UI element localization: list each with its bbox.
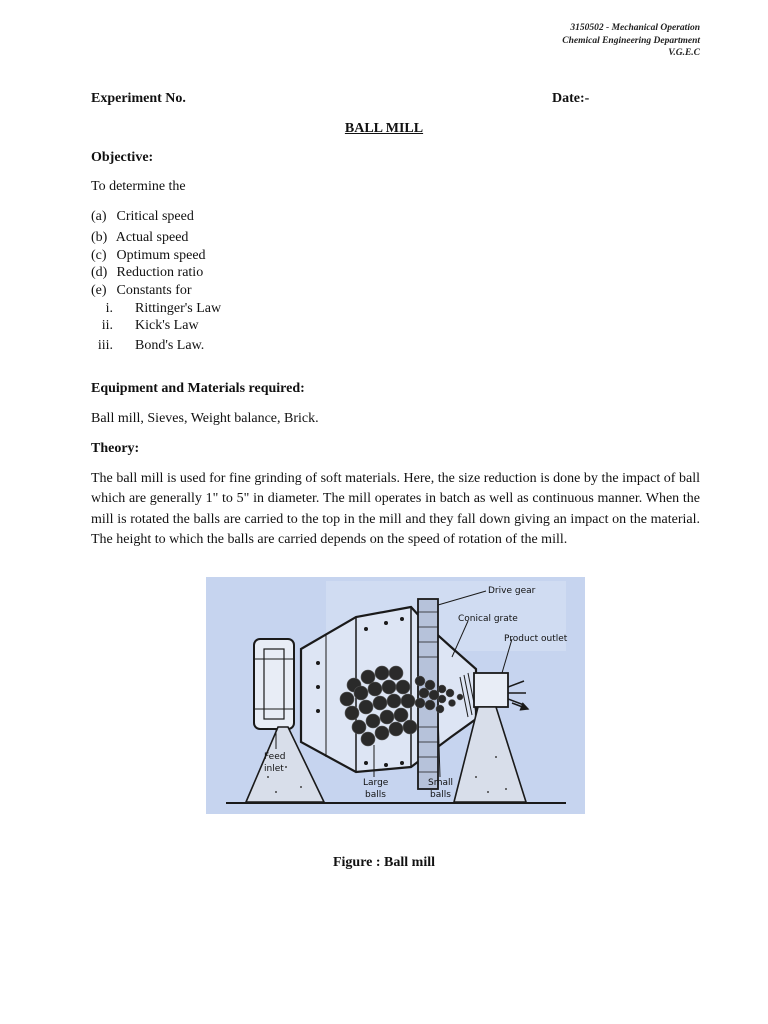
label-large-balls: balls: [365, 790, 386, 800]
figure-caption: Figure : Ball mill: [332, 855, 435, 870]
sub-item-marker: i.: [105, 301, 113, 316]
objective-item: [91, 283, 192, 299]
label-feed: Feed: [264, 752, 286, 762]
label-small-balls: balls: [430, 790, 451, 800]
ball-mill-diagram: [206, 577, 585, 814]
item-text: Optimum speed: [116, 248, 206, 263]
item-text: Actual speed: [115, 230, 189, 245]
item-marker: (a): [91, 209, 107, 224]
label-conical-grate: Conical grate: [458, 614, 518, 624]
sub-item-text: Rittinger's Law: [135, 301, 222, 316]
label-large: Large: [363, 778, 389, 788]
item-marker: (d): [91, 265, 108, 280]
item-text: Constants for: [116, 283, 192, 298]
document-title: [0, 121, 768, 137]
sub-item-text: Kick's Law: [135, 318, 199, 333]
objective-intro: To determine the: [91, 179, 186, 194]
header-institute: V.G.E.C: [668, 48, 700, 58]
item-marker: (b): [91, 230, 108, 245]
document-title-text: BALL MILL: [344, 121, 424, 136]
objective-heading: Objective:: [91, 150, 154, 165]
objective-item: [91, 230, 188, 246]
objective-item: [91, 265, 203, 281]
item-text: Reduction ratio: [116, 265, 204, 280]
running-header: [562, 22, 700, 60]
item-marker: (e): [91, 283, 107, 298]
sub-item-marker: iii.: [97, 338, 113, 353]
equipment-heading: Equipment and Materials required:: [91, 381, 305, 396]
item-text: Critical speed: [116, 209, 194, 224]
header-department: Chemical Engineering Department: [562, 35, 700, 46]
label-inlet: inlet: [264, 764, 284, 774]
label-drive-gear: Drive gear: [488, 586, 536, 596]
date-label: Date:-: [552, 91, 590, 106]
header-course: 3150502 - Mechanical Operation: [570, 23, 700, 33]
theory-heading: Theory:: [91, 441, 140, 456]
theory-paragraph: The ball mill is used for fine grinding of soft materials. Here, the size reduction is done by the impact of ball which are generally 1" to 5" in diameter. The mill operates in batch as well as continuous manner. When the mill is rotated the balls are carried to the top in the mill and they fall down giving an impact on the material. The height to which the balls are carried depends on the speed of rotation of the mill.: [91, 471, 700, 548]
experiment-number-label: Experiment No.: [91, 91, 186, 106]
objective-item: [91, 248, 206, 264]
item-marker: (c): [91, 248, 107, 263]
sub-item-text: Bond's Law.: [135, 338, 205, 353]
equipment-text: Ball mill, Sieves, Weight balance, Brick.: [91, 411, 319, 426]
ball-mill-figure: [206, 577, 585, 814]
sub-item-marker: ii.: [101, 318, 113, 333]
label-small: Small: [428, 778, 453, 788]
label-product-outlet: Product outlet: [504, 634, 568, 644]
objective-item: [91, 209, 194, 225]
